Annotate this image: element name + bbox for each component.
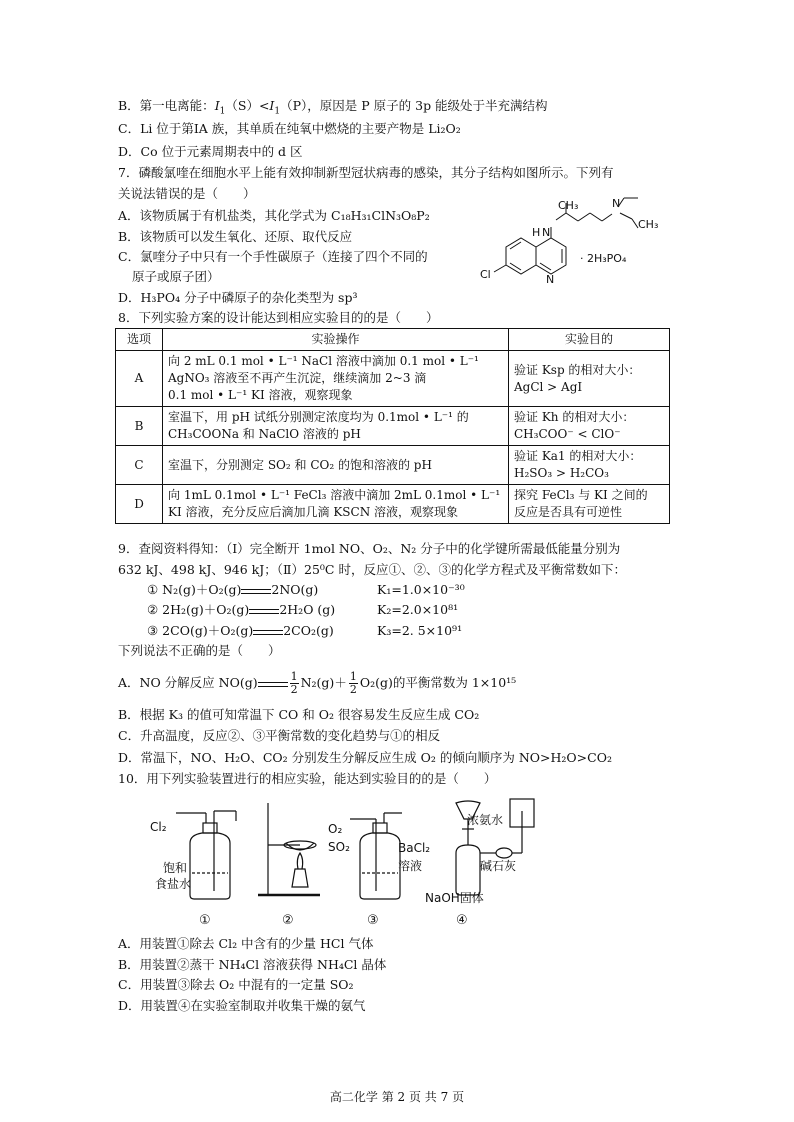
label-saturated-2: 食盐水 [155,877,192,891]
op-line: 向 2 mL 0.1 mol • L⁻¹ NaCl 溶液中滴加 0.1 mol • L⁻¹ [168,354,479,368]
apparatus-number-2: ② [282,913,294,928]
table-header-row [116,329,670,351]
mol-n-amino: N [542,226,551,239]
mol-salt-label: · 2H₃PO₄ [580,252,627,265]
q9-option-d: D．常温下，NO、H₂O、CO₂ 分别发生分解反应生成 O₂ 的倾向顺序为 NO>H₂O>CO₂ [118,750,612,765]
op-line: 室温下，分别测定 SO₂ 和 CO₂ 的饱和溶液的 pH [168,457,432,472]
op-line: 向 1mL 0.1mol • L⁻¹ FeCl₃ 溶液中滴加 2mL 0.1mol • L⁻¹ [168,488,501,502]
q8-stem: 8．下列实验方案的设计能达到相应实验目的的是（ ） [118,310,439,325]
q9-equation-1: ① N₂(g)＋O₂(g) 2NO(g) [147,582,319,597]
q6-option-b: B．第一电离能：$I_1(S)<I_1(P)$，原因是 P 原子的 3p 能级处于半充满结构 [118,98,548,117]
apparatus-number-4: ④ [456,913,468,928]
row-operation [163,446,509,485]
q6-option-c: C．Li 位于第ⅠA 族，其单质在纯氧中燃烧的主要产物是 Li₂O₂ [118,121,461,136]
q9-option-b: B．根据 K₃ 的值可知常温下 CO 和 O₂ 很容易发生反应生成 CO₂ [118,707,480,722]
goal-line: H₂SO₃ > H₂CO₃ [514,466,609,480]
q9-option-c: C．升高温度，反应②、③平衡常数的变化趋势与①的相反 [118,728,441,743]
op-line: AgNO₃ 溶液至不再产生沉淀，继续滴加 2~3 滴 [168,371,427,385]
equilibrium-arrow-icon [258,679,288,689]
q10-option-c: C．用装置③除去 O₂ 中混有的一定量 SO₂ [118,977,354,992]
apparatus-diagram [150,795,570,910]
header-operation: 实验操作 [163,329,509,351]
mol-ch3-ethyl: CH₃ [638,218,659,231]
goal-line: AgCl > AgI [514,379,583,394]
row-operation [163,407,509,446]
equilibrium-arrow-icon [249,606,279,616]
label-soda-lime: 碱石灰 [480,859,517,873]
q7-option-d: D．H₃PO₄ 分子中磷原子的杂化类型为 sp³ [118,290,358,305]
row-goal [509,407,670,446]
label-saturated-1: 饱和 [163,861,188,875]
row-option: D [116,485,163,524]
half-fraction: $\frac{1}{2}$ [349,670,357,696]
goal-line: CH₃COO⁻ < ClO⁻ [514,427,621,441]
goal-line: 探究 FeCl₃ 与 KI 之间的 [514,488,648,502]
equilibrium-arrow-icon [253,627,283,637]
table-row [116,407,670,446]
mol-n-ring: N [546,273,555,286]
equilibrium-arrow-icon [241,586,271,596]
row-option: B [116,407,163,446]
q9-k2: K₂=2.0×10⁸¹ [377,602,459,617]
row-option: A [116,351,163,407]
mol-cl: Cl [480,268,491,281]
label-o2: O₂ [328,822,343,836]
half-fraction: $\frac{1}{2}$ [290,670,298,696]
apparatus-number-3: ③ [367,913,379,928]
op-line: 室温下，用 pH 试纸分别测定浓度均为 0.1mol • L⁻¹ 的 [168,410,469,424]
apparatus-number-1: ① [199,913,211,928]
header-option: 选项 [116,329,163,351]
q9-equation-3: ③ 2CO(g)＋O₂(g) 2CO₂(g) [147,623,334,638]
q6-option-d: D．Co 位于元素周期表中的 d 区 [118,144,303,159]
q9-ask: 下列说法不正确的是（ ） [118,643,281,658]
goal-line: 验证 Ka1 的相对大小： [514,449,642,463]
label-conc-ammonia: 浓氨水 [467,813,504,827]
op-line: 0.1 mol • L⁻¹ KI 溶液，观察现象 [168,388,353,402]
label-cl2: Cl₂ [150,820,167,834]
label-solution: 溶液 [398,859,423,873]
q9-stem-1: 9．查阅资料得知：（Ⅰ）完全断开 1mol NO、O₂、N₂ 分子中的化学键所需最低能量分别为 [118,541,621,556]
q9-stem-2: 632 kJ、498 kJ、946 kJ；（Ⅱ）25⁰C 时，反应①、②、③的化学方程式及平衡常数如下： [118,562,626,577]
q7-stem-2: 关说法错误的是（ ） [118,186,256,201]
q7-option-c-2: 原子或原子团） [132,269,220,284]
mol-ch3-methyl: CH₃ [558,199,579,212]
table-row [116,485,670,524]
goal-line: 验证 Ksp 的相对大小： [514,362,641,377]
q10-option-b: B．用装置②蒸干 NH₄Cl 溶液获得 NH₄Cl 晶体 [118,957,387,972]
row-operation [163,485,509,524]
q7-option-c-1: C．氯喹分子中只有一个手性碳原子（连接了四个不同的 [118,249,428,264]
q10-stem: 10．用下列实验装置进行的相应实验，能达到实验目的的是（ ） [118,771,497,786]
op-line: CH₃COONa 和 NaClO 溶液的 pH [168,427,361,441]
mol-n-amine: N [612,197,621,210]
goal-line: 验证 Kh 的相对大小： [514,410,635,424]
q9-k1: K₁=1.0×10⁻³⁰ [377,582,465,597]
op-line: KI 溶液，充分反应后滴加几滴 KSCN 溶液，观察现象 [168,505,459,519]
table-row [116,351,670,407]
q7-option-b: B．该物质可以发生氧化、还原、取代反应 [118,229,353,244]
label-so2: SO₂ [328,840,350,854]
row-goal [509,485,670,524]
header-goal: 实验目的 [509,329,670,351]
q9-equation-2: ② 2H₂(g)＋O₂(g) 2H₂O (g) [147,602,336,617]
row-operation [163,351,509,407]
q9-option-a: A．NO 分解反应 NO(g) $\frac{1}{2}$ N₂(g)＋ $\frac{1}{2}$ O₂(g)的平衡常数为 1×10¹⁵ [118,670,517,696]
page-footer: 高二化学 第 2 页 共 7 页 [329,1090,465,1104]
goal-line: 反应是否具有可逆性 [514,505,623,519]
q9-k3: K₃=2. 5×10⁹¹ [377,623,463,638]
q8-experiment-table [115,328,670,524]
q10-option-d: D．用装置④在实验室制取并收集干燥的氨气 [118,998,366,1013]
label-naoh: NaOH固体 [425,891,484,905]
mol-h-label: H [532,226,541,239]
row-goal [509,446,670,485]
row-option: C [116,446,163,485]
q7-stem-1: 7．磷酸氯喹在细胞水平上能有效抑制新型冠状病毒的感染，其分子结构如图所示。下列有 [118,165,614,180]
table-row [116,446,670,485]
q10-option-a: A．用装置①除去 Cl₂ 中含有的少量 HCl 气体 [118,936,374,951]
label-bacl2: BaCl₂ [398,841,431,855]
row-goal [509,351,670,407]
q7-option-a: A．该物质属于有机盐类，其化学式为 C₁₈H₃₁ClN₃O₈P₂ [118,208,430,223]
